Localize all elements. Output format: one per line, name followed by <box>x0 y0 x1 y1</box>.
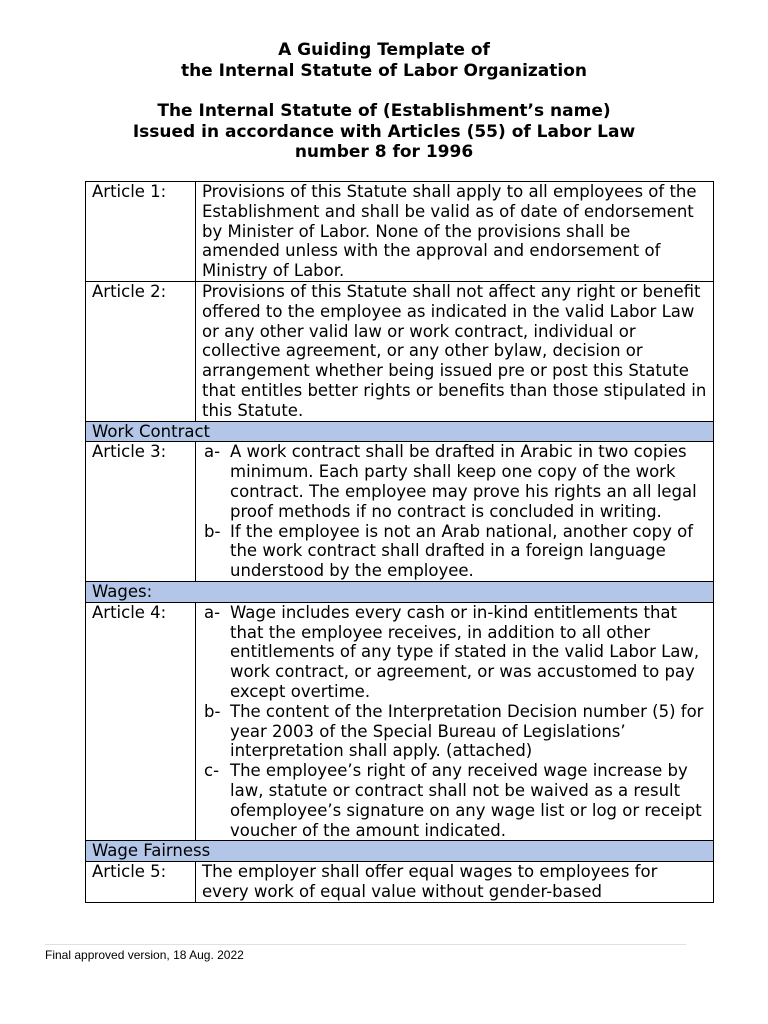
list-marker: b- <box>204 701 221 721</box>
section-header-row <box>86 421 714 442</box>
article-label: Article 2: <box>86 281 196 421</box>
section-heading-work-contract: Work Contract <box>86 421 714 442</box>
article-row <box>86 442 714 582</box>
article-row <box>86 862 714 903</box>
list-item <box>202 702 707 761</box>
list-marker: a- <box>204 602 221 622</box>
section-header-row <box>86 581 714 602</box>
footer-divider <box>45 944 686 945</box>
article-row <box>86 602 714 841</box>
list-marker: c- <box>204 761 220 781</box>
list-item <box>202 603 707 702</box>
list-item-text: A work contract shall be drafted in Arabic in two copies minimum. Each party shall keep one copy of the work contract. The employee may prove his rights an all legal proof methods if no contract is concluded in writing. <box>230 442 697 521</box>
document-title: A Guiding Template of <box>278 40 490 60</box>
article-text: The employer shall offer equal wages to employees for every work of equal value without gender-based <box>196 862 714 903</box>
list-item-text: The employee’s right of any received wage increase by law, statute or contract shall not be waived as a result ofemployee’s signature on any wage list or log or receipt voucher of the amount indicated. <box>230 761 702 840</box>
list-marker: b- <box>204 521 221 541</box>
article-row <box>86 281 714 421</box>
article-items <box>196 602 714 841</box>
document-subtitle-line2: Issued in accordance with Articles (55) of Labor Law <box>132 121 636 142</box>
list-item <box>202 522 707 581</box>
section-heading-wages: Wages: <box>86 581 714 602</box>
article-label: Article 3: <box>86 442 196 582</box>
article-text: Provisions of this Statute shall apply to all employees of the Establishment and shall be valid as of date of endorsement by Minister of Labor. None of the provisions shall be amended unless with the approval and endorsement of Ministry of Labor. <box>196 182 714 282</box>
list-item <box>202 761 707 840</box>
document-subtitle-line3: number 8 for 1996 <box>294 142 474 162</box>
document-header <box>0 40 768 163</box>
list-item <box>202 442 707 521</box>
statute-table <box>85 181 714 903</box>
list-marker: a- <box>204 442 221 462</box>
list-item-text: If the employee is not an Arab national, another copy of the work contract shall drafted in a foreign language understood by the employee. <box>230 521 694 581</box>
document-title-line2: the Internal Statute of Labor Organization <box>180 60 588 81</box>
article-label: Article 5: <box>86 862 196 903</box>
document-subtitle: The Internal Statute of (Establishment’s name) <box>157 101 611 121</box>
article-items <box>196 442 714 582</box>
article-label: Article 4: <box>86 602 196 841</box>
section-header-row <box>86 841 714 862</box>
list-item-text: Wage includes every cash or in-kind entitlements that that the employee receives, in addition to all other entitlements of any type if stated in the valid Labor Law, work contract, or agreement, or was accustomed to pay except overtime. <box>230 602 700 701</box>
page-footer: Final approved version, 18 Aug. 2022 <box>45 948 244 962</box>
section-heading-wage-fairness: Wage Fairness <box>86 841 714 862</box>
list-item-text: The content of the Interpretation Decision number (5) for year 2003 of the Special Bureau of Legislations’ interpretation shall apply. (attached) <box>230 701 704 761</box>
article-label: Article 1: <box>86 182 196 282</box>
article-row <box>86 182 714 282</box>
article-text: Provisions of this Statute shall not affect any right or benefit offered to the employee as indicated in the valid Labor Law or any other valid law or work contract, individual or collective agreement, or any other bylaw, decision or arrangement whether being issued pre or post this Statute that entitles better rights or benefits than those stipulated in this Statute. <box>196 281 714 421</box>
